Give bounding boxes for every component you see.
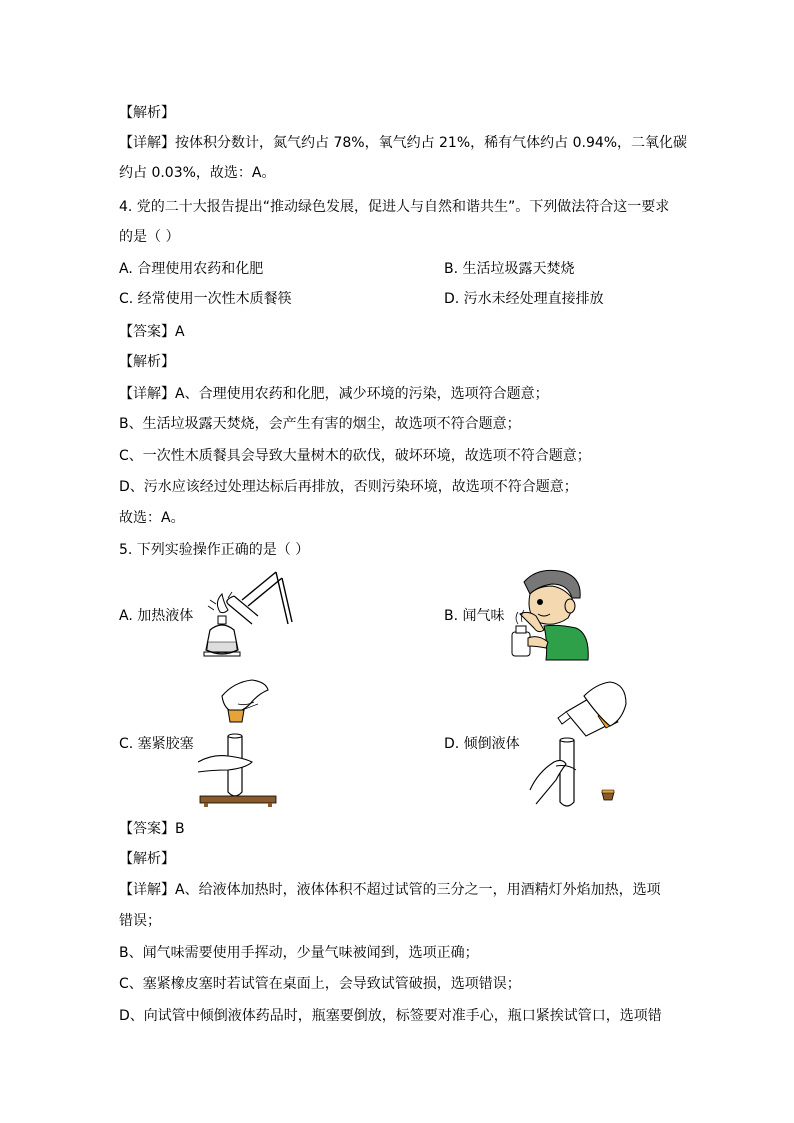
q5-detail-line: 错误； bbox=[119, 913, 161, 929]
hand-inserting-stopper-into-test-tube-illustration bbox=[198, 676, 278, 808]
question-5-stem: 5. 下列实验操作正确的是（ ） bbox=[119, 542, 310, 558]
q4-option-b: B. 生活垃圾露天焚烧 bbox=[444, 261, 575, 277]
q4-option-c: C. 经常使用一次性木质餐筷 bbox=[119, 291, 292, 307]
detail-line: 约占 0.03%，故选：A。 bbox=[119, 165, 276, 181]
q4-detail-line: D、污水应该经过处理达标后再排放，否则污染环境，故选项不符合题意； bbox=[119, 479, 578, 495]
q4-option-d: D. 污水未经处理直接排放 bbox=[444, 291, 604, 307]
q4-detail-line: C、一次性木质餐具会导致大量树木的砍伐，破坏环境，故选项不符合题意； bbox=[119, 448, 591, 464]
hand-pouring-liquid-into-test-tube-illustration bbox=[526, 680, 638, 808]
q5-option-c-label: C. 塞紧胶塞 bbox=[119, 736, 194, 752]
q5-detail-line: 【详解】A、给液体加热时，液体体积不超过试管的三分之一，用酒精灯外焰加热，选项 bbox=[119, 882, 661, 898]
analysis-heading: 【解析】 bbox=[119, 105, 175, 121]
question-4-stem-cont: 的是（ ） bbox=[119, 229, 180, 245]
detail-line: 【详解】按体积分数计，氮气约占 78%，氧气约占 21%，稀有气体约占 0.94%，二氧化碳 bbox=[119, 135, 688, 151]
q5-answer: 【答案】B bbox=[119, 821, 185, 837]
question-4-stem: 4. 党的二十大报告提出“推动绿色发展，促进人与自然和谐共生”。下列做法符合这一要求 bbox=[119, 199, 670, 215]
q4-detail-line: 【详解】A、合理使用农药和化肥，减少环境的污染，选项符合题意； bbox=[119, 386, 549, 402]
boy-smelling-bottle-illustration bbox=[508, 568, 594, 662]
alcohol-lamp-heating-test-tube-illustration bbox=[198, 566, 293, 664]
q4-detail-line: B、生活垃圾露天焚烧，会产生有害的烟尘，故选项不符合题意； bbox=[119, 416, 521, 432]
q4-option-a: A. 合理使用农药和化肥 bbox=[119, 261, 264, 277]
q5-option-a-label: A. 加热液体 bbox=[119, 608, 194, 624]
q4-final: 故选：A。 bbox=[119, 510, 185, 526]
q5-option-d-label: D. 倾倒液体 bbox=[444, 736, 520, 752]
q5-option-b-label: B. 闻气味 bbox=[444, 608, 505, 624]
q5-detail-line: D、向试管中倾倒液体药品时，瓶塞要倒放，标签要对准手心，瓶口紧挨试管口，选项错 bbox=[119, 1008, 662, 1024]
q5-analysis-heading: 【解析】 bbox=[119, 851, 175, 867]
q4-analysis-heading: 【解析】 bbox=[119, 354, 175, 370]
q4-answer: 【答案】A bbox=[119, 324, 185, 340]
q5-detail-line: C、塞紧橡皮塞时若试管在桌面上，会导致试管破损，选项错误； bbox=[119, 976, 521, 992]
q5-detail-line: B、闻气味需要使用手挥动，少量气味被闻到，选项正确； bbox=[119, 945, 479, 961]
